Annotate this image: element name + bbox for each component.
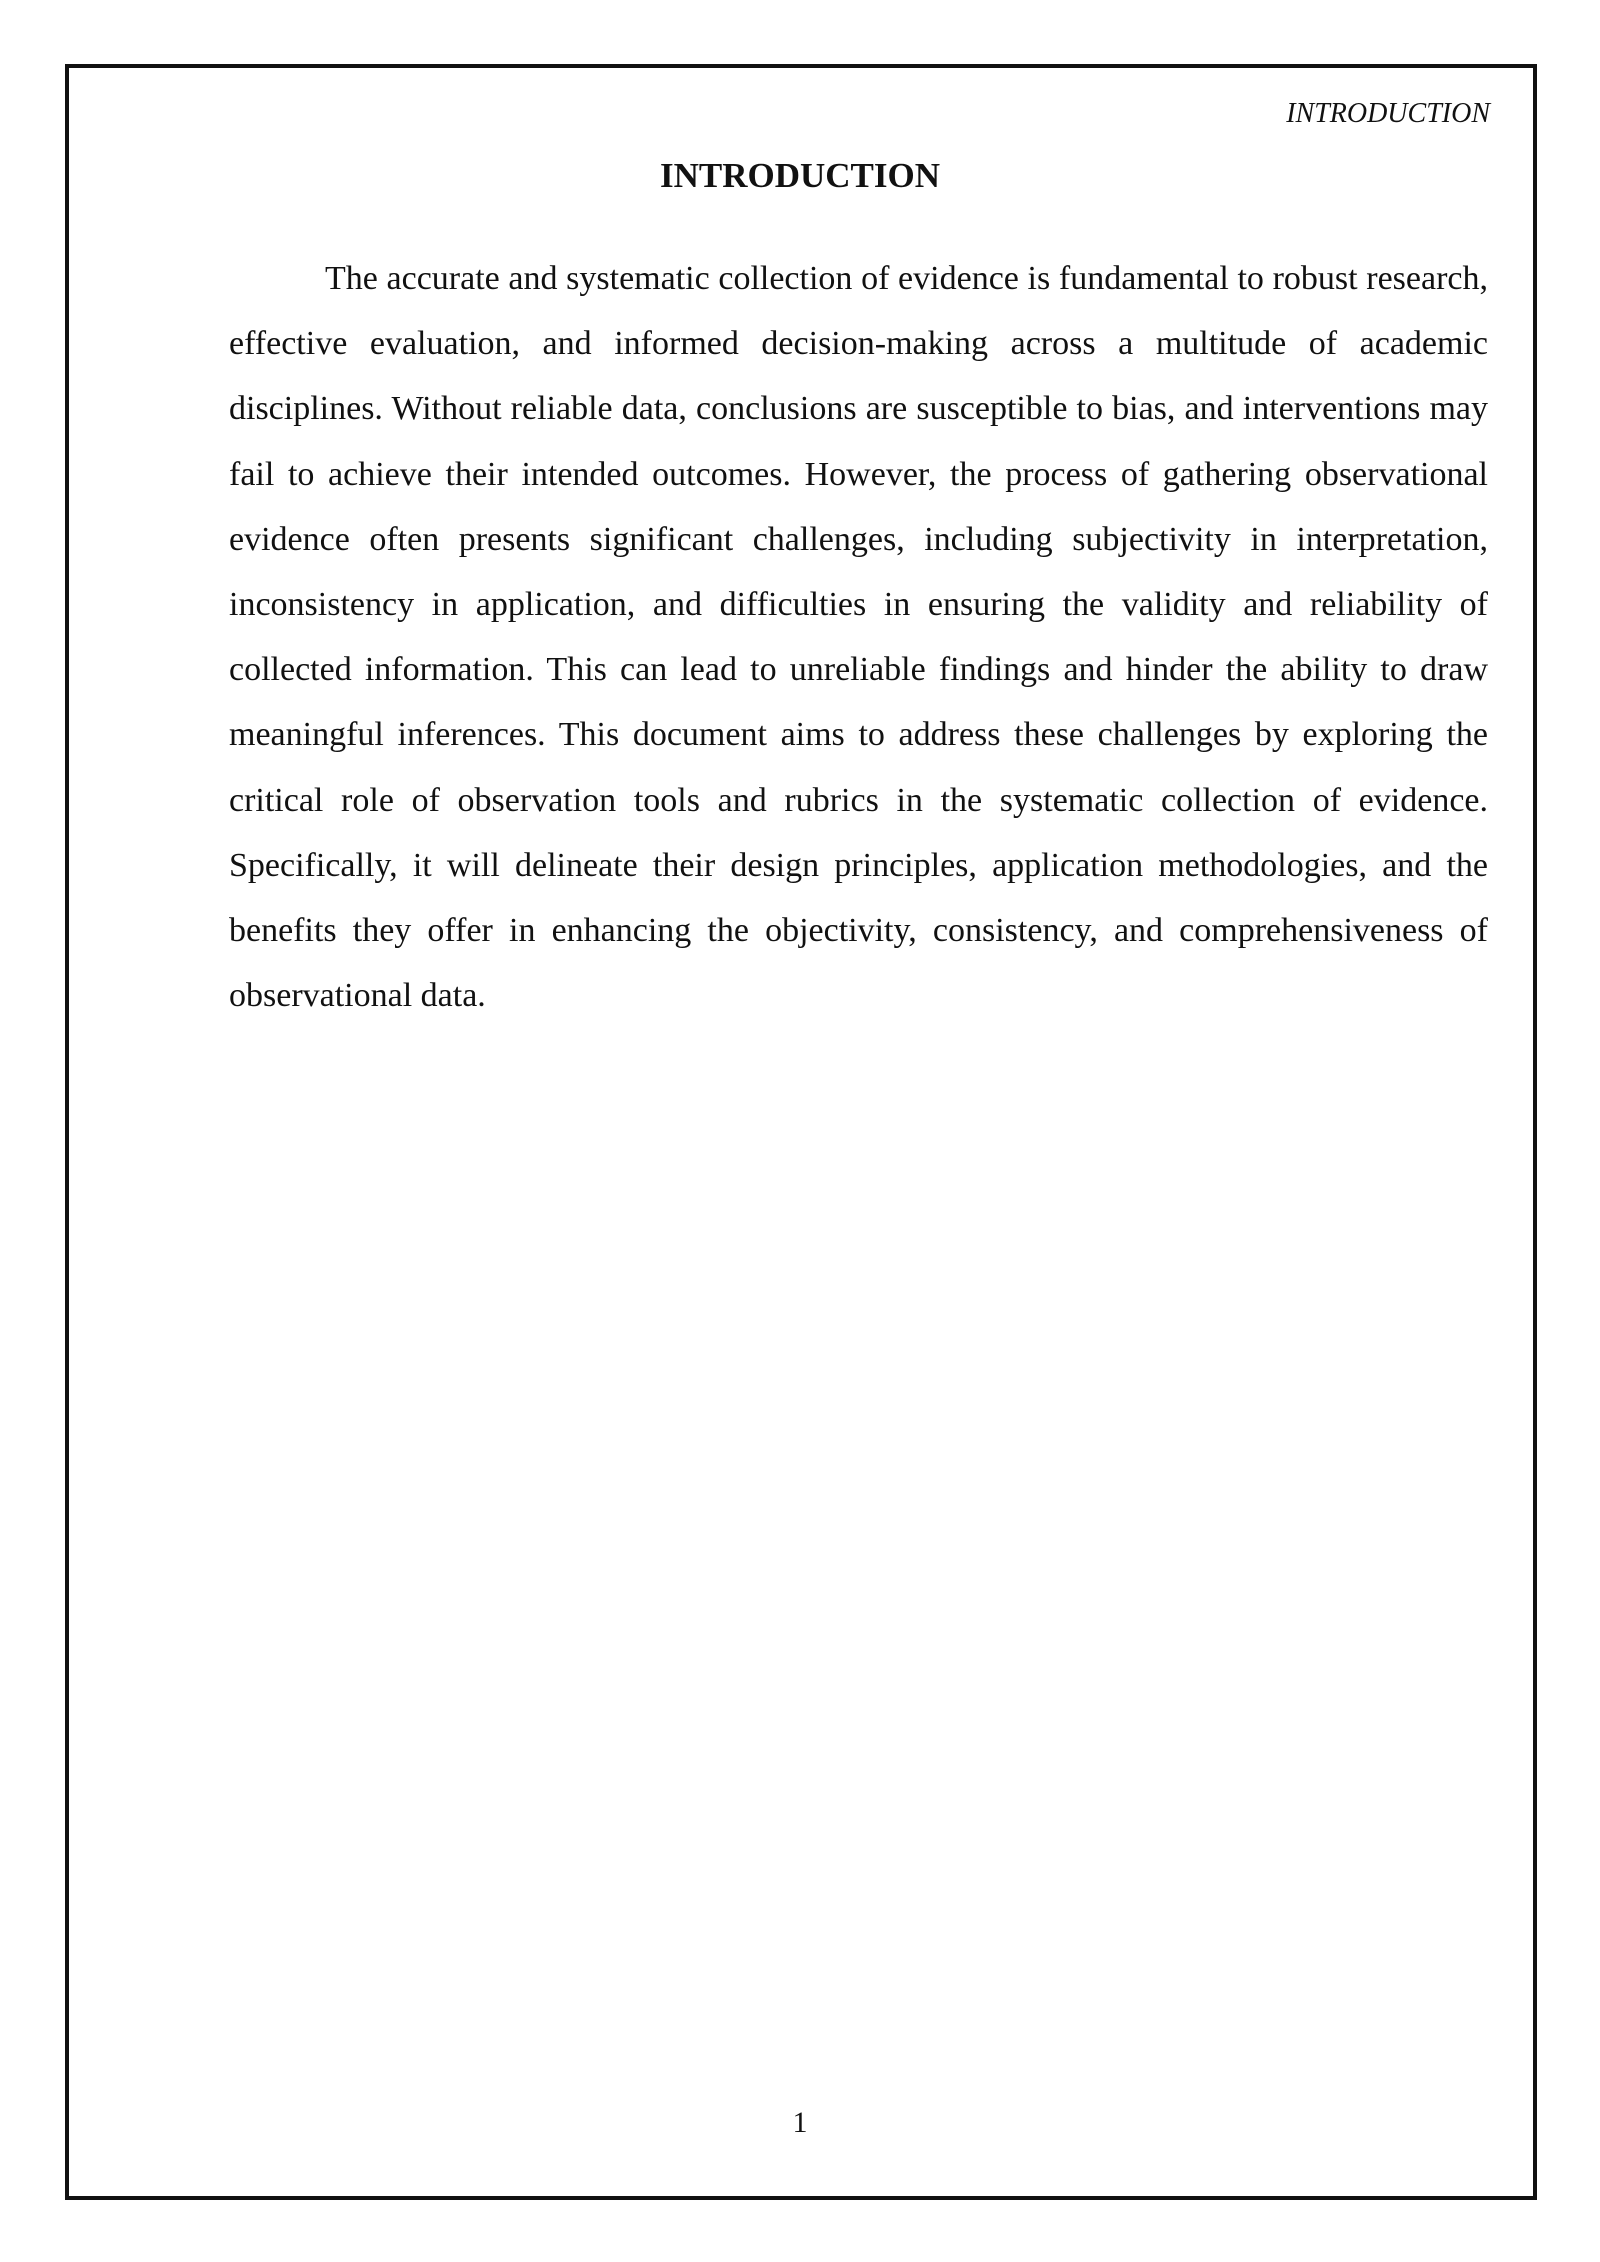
page-title: INTRODUCTION [659,156,941,195]
page-number: 1 [792,2106,808,2139]
body-paragraph: The accurate and systematic collection of evidence is fundamental to robust research, effective evaluation, and informed decision-making across a multitude of academic disciplines. Without reliable data, conclusions are susceptible to bias, and interventions may fail to achieve their intended outcomes. However, the process of gathering observational evidence often presents significant challenges, including subjectivity in interpretation, inconsistency in application, and difficulties in ensuring the validity and reliability of collected information. This can lead to unreliable findings and hinder the ability to draw meaningful inferences. This document aims to address these challenges by exploring the critical role of observation tools and rubrics in the systematic collection of evidence. Specifically, it will delineate their design principles, application methodologies, and the benefits they offer in enhancing the objectivity, consistency, and comprehensiveness of observational data. [229,260,1488,1015]
running-header: INTRODUCTION [1286,98,1490,129]
